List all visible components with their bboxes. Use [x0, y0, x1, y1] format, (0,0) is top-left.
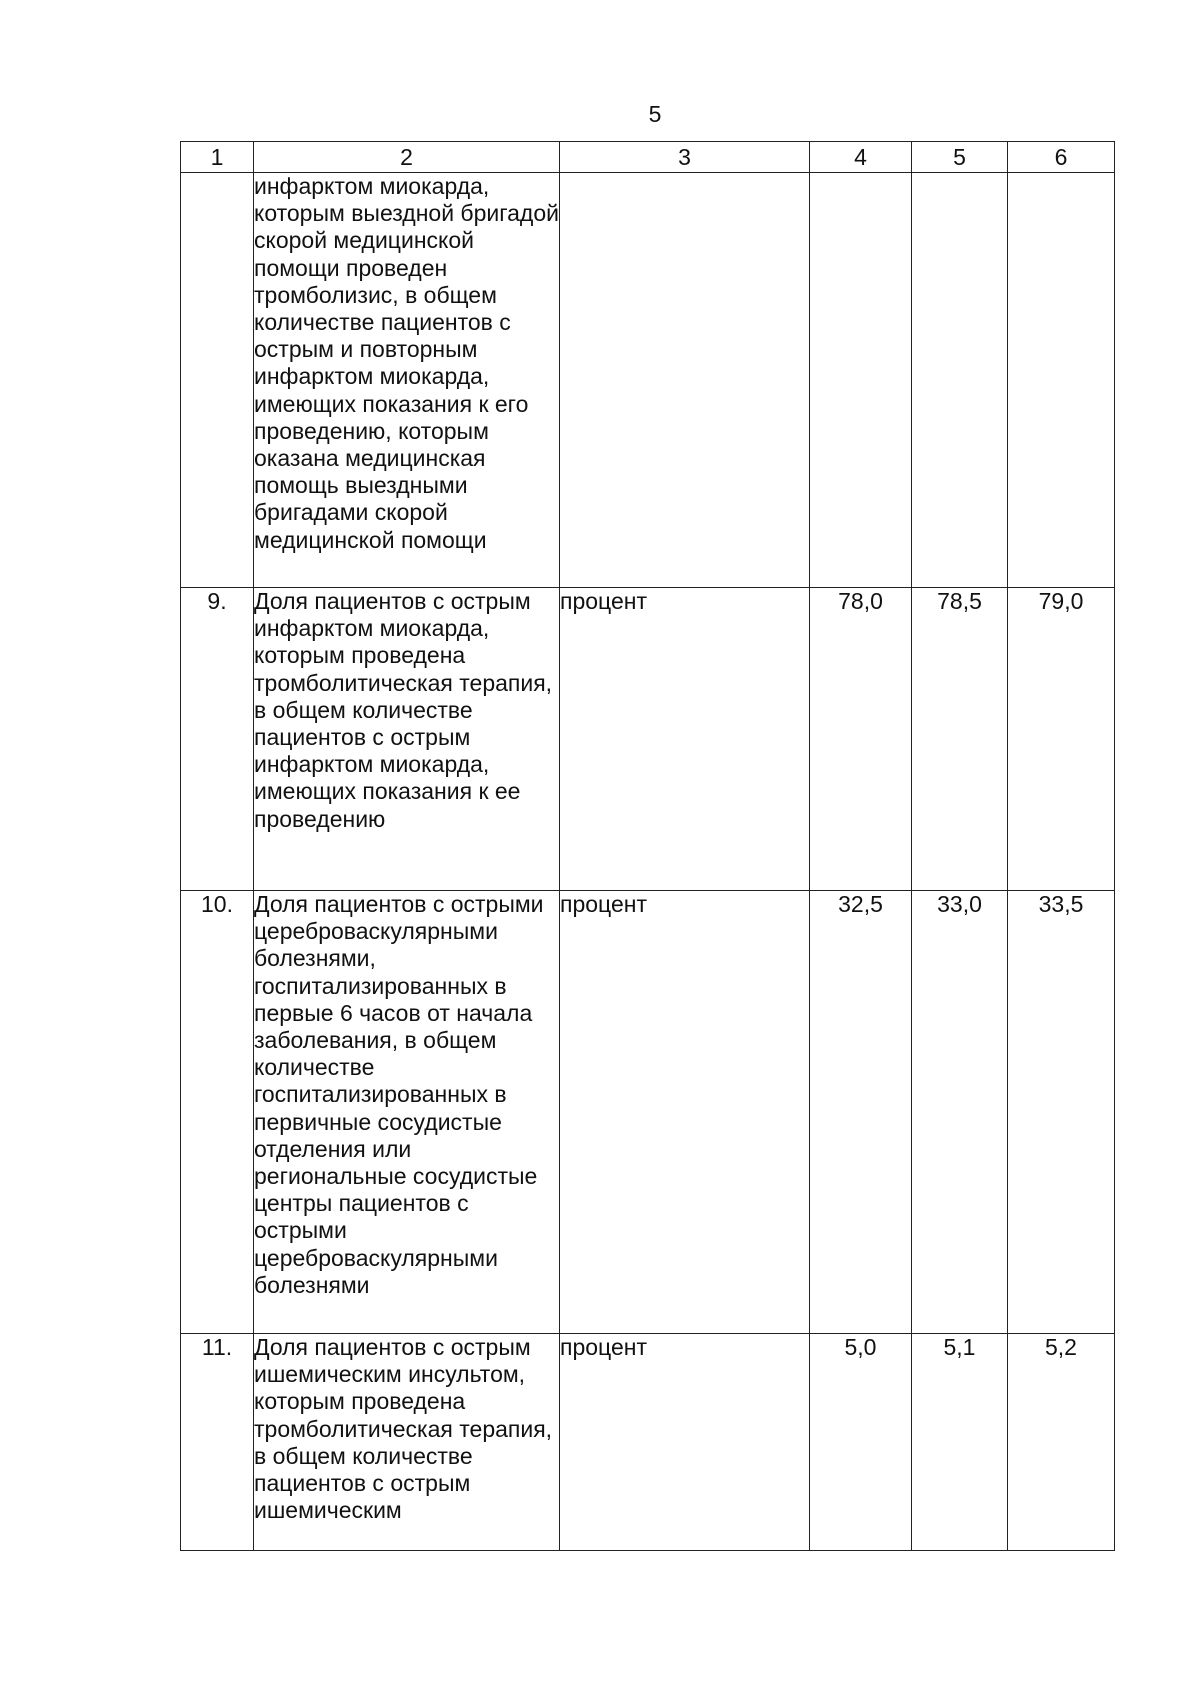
column-header: 2	[254, 142, 560, 173]
column-header: 1	[181, 142, 254, 173]
indicators-table	[180, 141, 1115, 1551]
column-header: 5	[912, 142, 1008, 173]
indicator-name: Доля пациентов с острым инфарктом миокарда, которым проведена тромболитическая терапия, в общем количестве пациентов с острым инфарктом миокарда, имеющих показания к ее проведению	[254, 588, 560, 891]
column-header: 6	[1008, 142, 1115, 173]
page-number: 5	[648, 101, 662, 127]
row-number	[181, 173, 254, 588]
table-row	[181, 173, 1115, 588]
indicator-name: инфарктом миокарда, которым выездной бригадой скорой медицинской помощи проведен тромболизис, в общем количестве пациентов с острым и повторным инфарктом миокарда, имеющих показания к его проведению, которым оказана медицинская помощь выездными бригадами скорой медицинской помощи	[254, 173, 560, 588]
column-header: 3	[560, 142, 810, 173]
table-row	[181, 588, 1115, 891]
value-col-5	[912, 173, 1008, 588]
value-col-5: 5,1	[912, 1334, 1008, 1551]
value-col-6: 5,2	[1008, 1334, 1115, 1551]
value-col-6	[1008, 173, 1115, 588]
value-col-5: 33,0	[912, 891, 1008, 1334]
column-header: 4	[810, 142, 912, 173]
value-col-6: 79,0	[1008, 588, 1115, 891]
value-col-5: 78,5	[912, 588, 1008, 891]
value-col-4: 78,0	[810, 588, 912, 891]
unit: процент	[560, 588, 810, 891]
table-header-row	[181, 142, 1115, 173]
indicator-name: Доля пациентов с острым ишемическим инсультом, которым проведена тромболитическая терапия, в общем количестве пациентов с острым ишемическим	[254, 1334, 560, 1551]
unit: процент	[560, 891, 810, 1334]
row-number: 11.	[181, 1334, 254, 1551]
table-row	[181, 891, 1115, 1334]
indicator-name: Доля пациентов с острыми цереброваскулярными болезнями, госпитализированных в первые 6 часов от начала заболевания, в общем количестве госпитализированных в первичные сосудистые отделения или региональные сосудистые центры пациентов с острыми цереброваскулярными болезнями	[254, 891, 560, 1334]
value-col-4: 32,5	[810, 891, 912, 1334]
unit: процент	[560, 1334, 810, 1551]
value-col-4	[810, 173, 912, 588]
table-row	[181, 1334, 1115, 1551]
value-col-6: 33,5	[1008, 891, 1115, 1334]
value-col-4: 5,0	[810, 1334, 912, 1551]
row-number: 9.	[181, 588, 254, 891]
unit	[560, 173, 810, 588]
row-number: 10.	[181, 891, 254, 1334]
